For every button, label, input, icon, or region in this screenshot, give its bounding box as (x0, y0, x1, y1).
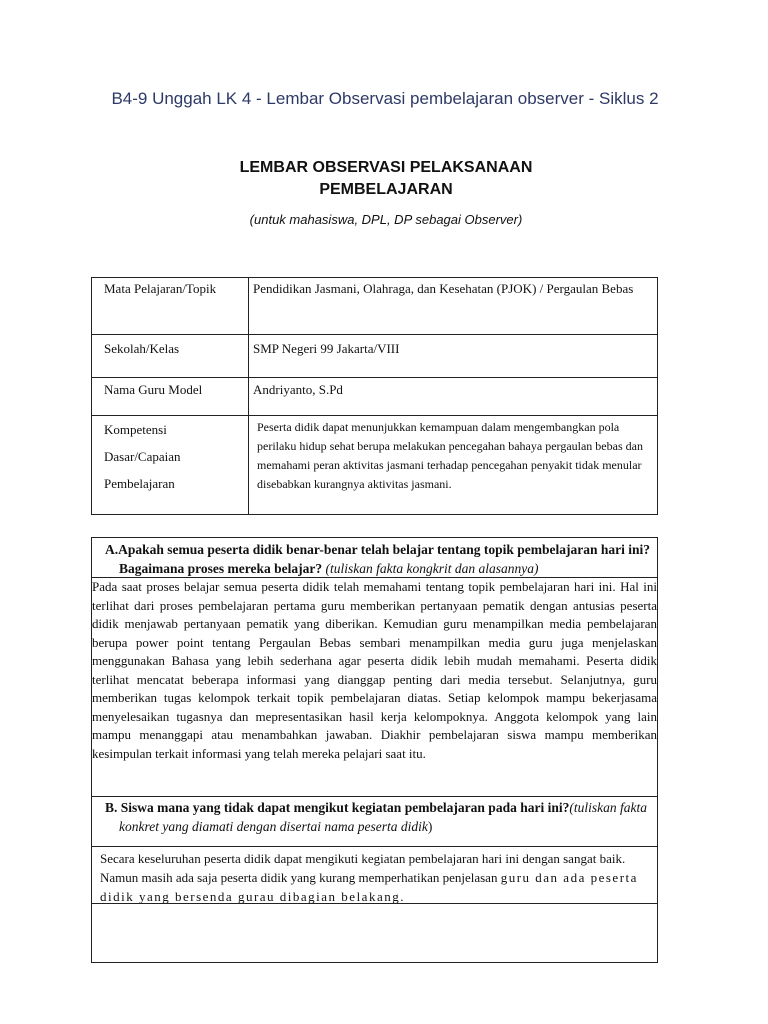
question-b-hint: (tuliskan fakta konkret yang diamati dengan disertai nama peserta didik (119, 800, 647, 834)
form-subtitle: (untuk mahasiswa, DPL, DP sebagai Observer) (249, 212, 523, 227)
question-a (92, 538, 657, 577)
answer-b-part1: Secara keseluruhan peserta didik dapat mengikuti kegiatan pembelajaran hari ini dengan sangat baik. Namun masih ada saja peserta didik yang kurang memperhatikan penjelasan (100, 851, 626, 885)
answer-b-text (92, 847, 657, 906)
table-row (92, 416, 658, 515)
form-heading-line1: LEMBAR OBSERVASI PELAKSANAAN (239, 159, 533, 176)
table-row (92, 378, 658, 416)
form-heading-line2: PEMBELAJARAN (319, 181, 453, 198)
competency-label (92, 416, 249, 515)
answer-b-area (92, 846, 657, 904)
empty-answer-row (92, 903, 657, 962)
question-b-label: B. Siswa mana yang tidak dapat mengikut kegiatan pembelajaran pada hari ini? (105, 800, 570, 815)
teacher-name-label: Nama Guru Model (92, 378, 249, 416)
question-a-hint: (tuliskan fakta kongkrit dan alasannya) (325, 561, 539, 576)
teacher-name-value: Andriyanto, S.Pd (249, 378, 658, 416)
document-title: B4-9 Unggah LK 4 - Lembar Observasi pembelajaran observer - Siklus 2 (111, 89, 659, 108)
observation-questions-box (91, 537, 658, 963)
table-row (92, 278, 658, 335)
table-row (92, 335, 658, 378)
answer-b-part2: guru dan ada peserta didik yang bersenda gurau dibagian belakang. (100, 870, 638, 904)
question-a-text (92, 538, 657, 578)
competency-label-line: Dasar/Capaian (104, 449, 181, 464)
competency-label-line: Pembelajaran (104, 476, 175, 491)
form-heading (180, 157, 592, 201)
answer-a-area (92, 577, 657, 797)
subject-value: Pendidikan Jasmani, Olahraga, dan Kesehatan (PJOK) / Pergaulan Bebas (249, 278, 658, 335)
competency-value: Peserta didik dapat menunjukkan kemampuan dalam mengembangkan pola perilaku hidup sehat berupa melakukan pencegahan bahaya pergaulan bebas dan memahami peran aktivitas jasmani terhadap pencegahan penyakit tidak menular disebabkan kurangnya aktivitas jasmani. (249, 416, 658, 515)
subject-label: Mata Pelajaran/Topik (92, 278, 249, 335)
question-b (92, 796, 657, 847)
school-class-label: Sekolah/Kelas (92, 335, 249, 378)
question-b-hint-close: ) (427, 819, 433, 834)
answer-a-text: Pada saat proses belajar semua peserta didik telah memahami tentang topik pembelajaran hari ini. Hal ini terlihat dari proses pembelajaran pertama guru memberikan pertanyaan pematik dengan antusias peserta didik menjawab pertanyaan pematik yang diberikan. Kemudian guru menampilkan media pembelajaran berupa power point tentang Pergaulan Bebas sembari menampilkan media guru juga menjelaskan menggunakan Bahasa yang lebih sederhana agar peserta didik lebih mudah memahami. Peserta didik terlihat mencatat beberapa informasi yang dianggap penting dari media tersebut. Selanjutnya, guru memberikan tugas kelompok terkait topik pembelajaran diatas. Setiap kelompok mampu bekerjasama menyelesaikan tugasnya dan mepresentasikan hasil kerja kelompoknya. Anggota kelompok yang lain mampu menanggapi atau menambahkan jawaban. Diakhir pembelajaran siswa mampu memberikan kesimpulan terkait informasi yang telah mereka pelajari saat itu. (92, 579, 657, 761)
info-table (91, 277, 658, 515)
competency-label-line: Kompetensi (104, 422, 167, 437)
school-class-value: SMP Negeri 99 Jakarta/VIII (249, 335, 658, 378)
question-b-text (92, 797, 657, 836)
question-a-label: A.Apakah semua peserta didik benar-benar telah belajar tentang topik pembelajaran hari ini? Bagaimana proses mereka belajar? (105, 542, 651, 576)
